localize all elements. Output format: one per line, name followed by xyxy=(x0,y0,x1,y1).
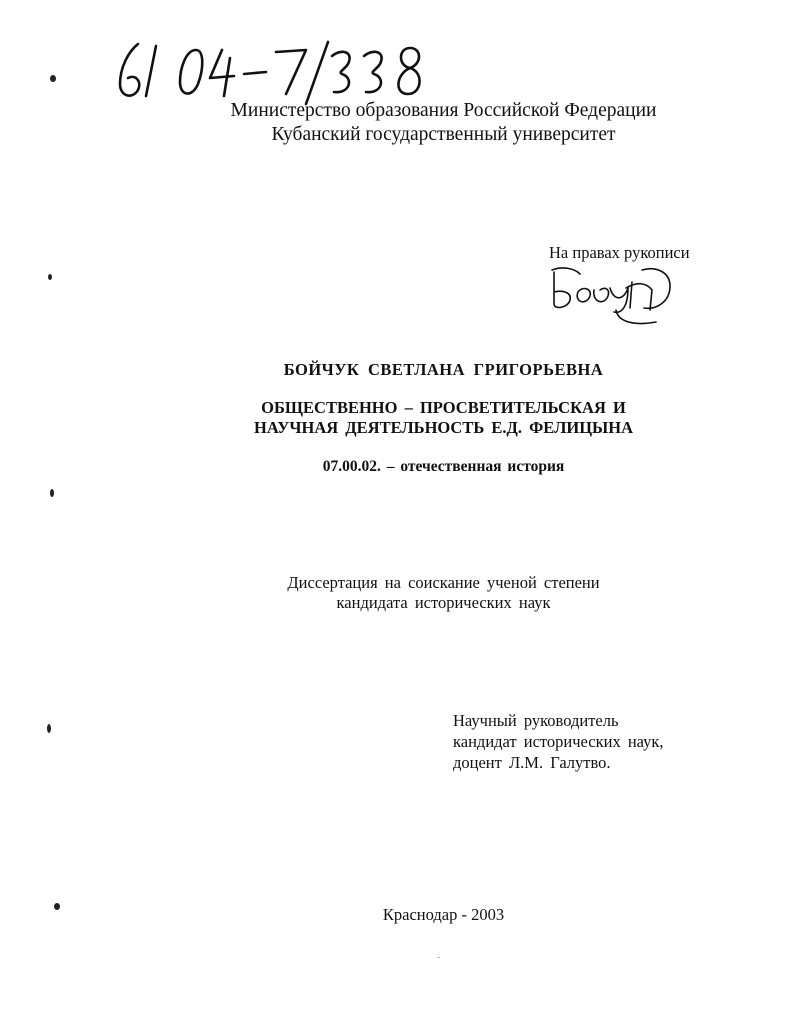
scan-speck xyxy=(437,957,440,958)
supervisor-line-1: Научный руководитель xyxy=(453,711,619,730)
binding-hole-mark xyxy=(47,724,51,733)
dissertation-title xyxy=(0,398,797,438)
binding-hole-mark xyxy=(50,75,56,82)
supervisor-line-3: доцент Л.М. Галутво. xyxy=(453,753,611,772)
supervisor-line-2: кандидат исторических наук, xyxy=(453,732,664,751)
rights-notice: На правах рукописи xyxy=(549,243,690,262)
specialty-code: 07.00.02. – отечественная история xyxy=(322,458,565,475)
author-name: БОЙЧУК СВЕТЛАНА ГРИГОРЬЕВНА xyxy=(283,360,604,379)
ministry-name: Министерство образования Российской Федерации xyxy=(230,100,657,121)
degree-line-2: кандидата исторических наук xyxy=(336,593,551,612)
institution-header xyxy=(0,99,797,147)
title-line-2: НАУЧНАЯ ДЕЯТЕЛЬНОСТЬ Е.Д. ФЕЛИЦЫНА xyxy=(253,418,633,437)
binding-hole-mark xyxy=(48,274,52,280)
city-year: Краснодар - 2003 xyxy=(382,905,505,924)
supervisor-block xyxy=(453,710,664,773)
handwritten-archive-number xyxy=(110,38,440,108)
title-line-1: ОБЩЕСТВЕННО – ПРОСВЕТИТЕЛЬСКАЯ И xyxy=(261,398,626,417)
university-name: Кубанский государственный университет xyxy=(271,124,616,145)
degree-line-1: Диссертация на соискание ученой степени xyxy=(287,573,600,592)
binding-hole-mark xyxy=(50,489,54,497)
degree-statement xyxy=(0,573,797,613)
author-signature xyxy=(544,262,684,328)
